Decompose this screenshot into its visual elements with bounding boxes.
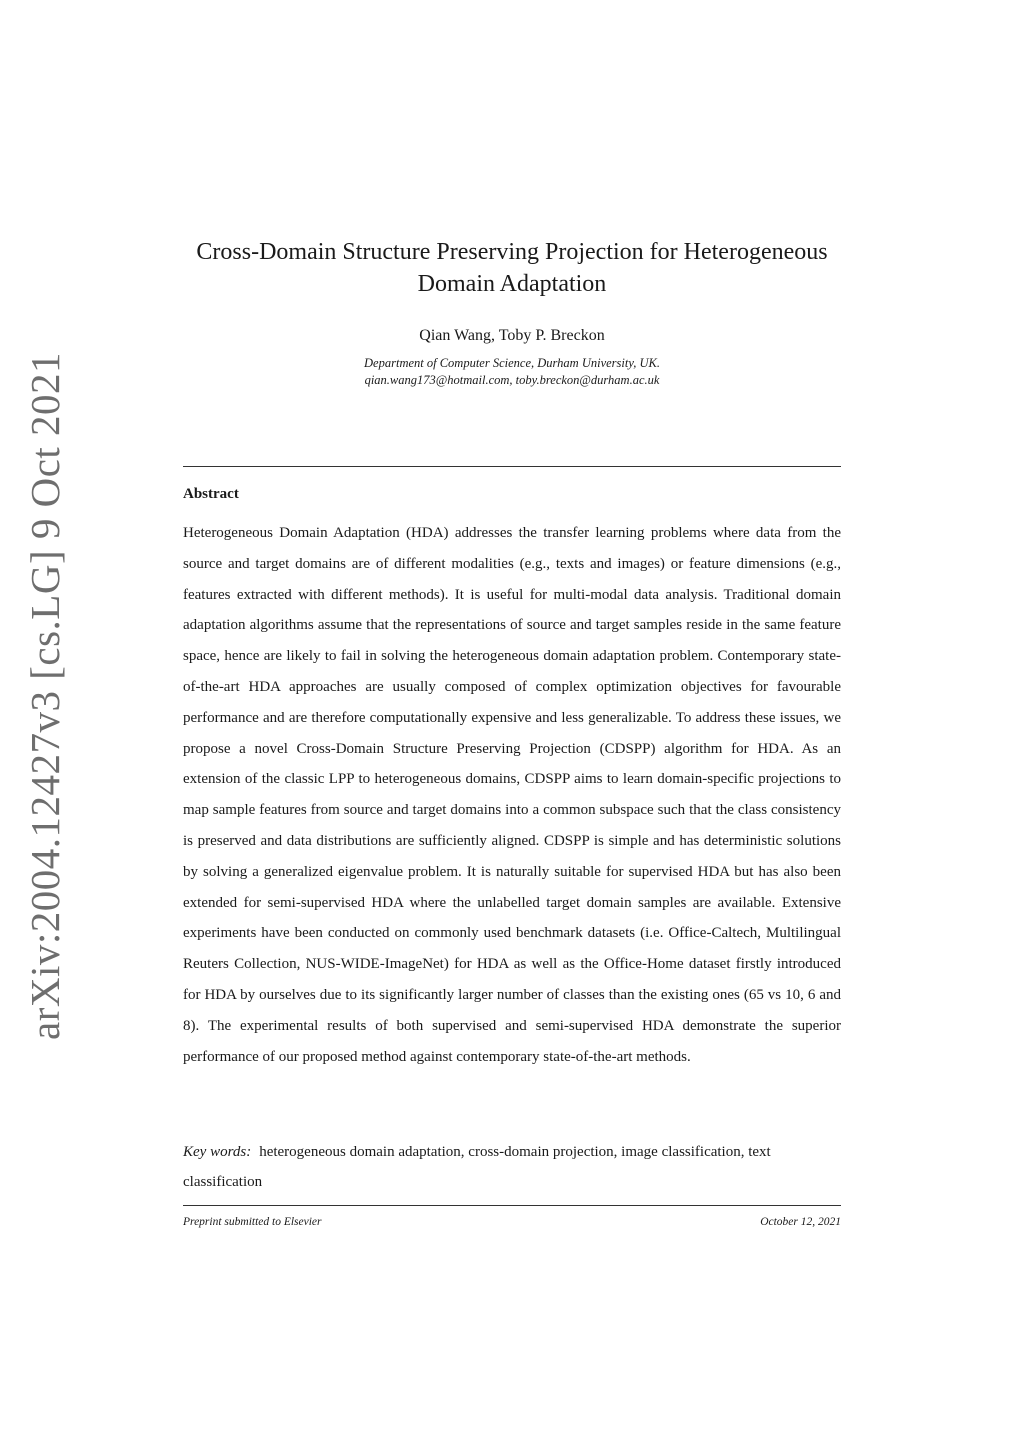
bottom-rule (183, 1205, 841, 1206)
affiliation-block (150, 355, 874, 389)
keywords-text: heterogeneous domain adaptation, cross-domain projection, image classification, text classification (183, 1144, 771, 1190)
author-emails: qian.wang173@hotmail.com, toby.breckon@durham.ac.uk (364, 373, 660, 387)
title-line-1: Cross-Domain Structure Preserving Projection for Heterogeneous (196, 239, 828, 265)
authors: Qian Wang, Toby P. Breckon (419, 327, 605, 344)
keywords (183, 1137, 841, 1197)
title-line-2: Domain Adaptation (417, 271, 607, 297)
affiliation: Department of Computer Science, Durham University, UK. (364, 356, 660, 370)
keywords-label: Key words: (183, 1144, 252, 1160)
paper-title (150, 236, 874, 300)
arxiv-identifier: arXiv:2004.12427v3 [cs.LG] 9 Oct 2021 (22, 351, 68, 1040)
abstract-text: Heterogeneous Domain Adaptation (HDA) addresses the transfer learning problems where data from the source and target domains are of different modalities (e.g., texts and images) or feature dimensions (e.g., features extracted with different methods). It is useful for multi-modal data analysis. Traditional domain adaptation algorithms assume that the representations of source and target samples reside in the same feature space, hence are likely to fail in solving the heterogeneous domain adaptation problem. Contemporary state-of-the-art HDA approaches are usually composed of complex optimization objectives for favourable performance and are therefore computationally expensive and less generalizable. To address these issues, we propose a novel Cross-Domain Structure Preserving Projection (CDSPP) algorithm for HDA. As an extension of the classic LPP to heterogeneous domains, CDSPP aims to learn domain-specific projections to map sample features from source and target domains into a common subspace such that the class consistency is preserved and data distributions are sufficiently aligned. CDSPP is simple and has deterministic solutions by solving a generalized eigenvalue problem. It is naturally suitable for supervised HDA but has also been extended for semi-supervised HDA where the unlabelled target domain samples are available. Extensive experiments have been conducted on commonly used benchmark datasets (i.e. Office-Caltech, Multilingual Reuters Collection, NUS-WIDE-ImageNet) for HDA as well as the Office-Home dataset firstly introduced for HDA by ourselves due to its significantly larger number of classes than the existing ones (65 vs 10, 6 and 8). The experimental results of both supervised and semi-supervised HDA demonstrate the superior performance of our proposed method against contemporary state-of-the-art methods. (183, 525, 841, 1065)
preprint-note: Preprint submitted to Elsevier (183, 1216, 322, 1228)
top-rule (183, 466, 841, 467)
abstract-heading: Abstract (183, 486, 239, 502)
footer-date: October 12, 2021 (760, 1216, 841, 1228)
